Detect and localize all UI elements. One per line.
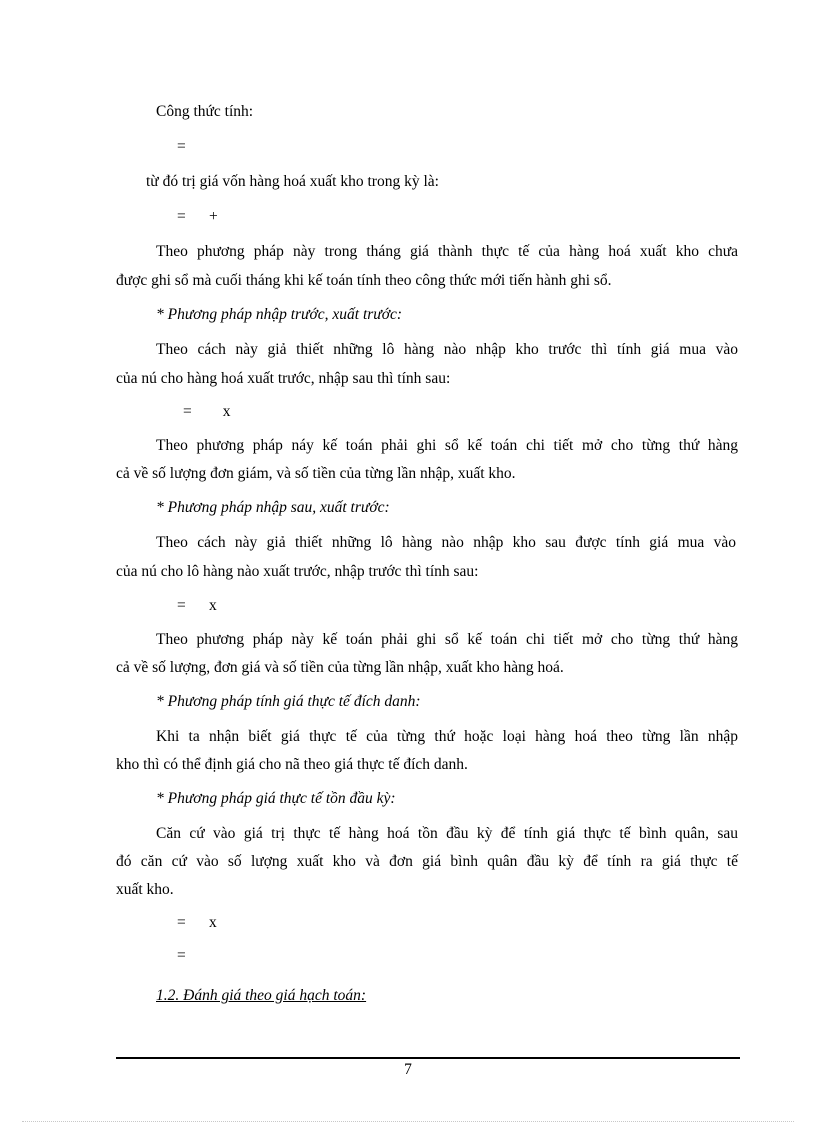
paragraph-line: Theo cách này giả thiết những lô hàng nào nhập kho sau được tính giá mua vào [156,534,736,551]
paragraph-line: Căn cứ vào giá trị thực tế hàng hoá tồn đầu kỳ để tính giá thực tế bình quân, sau [156,825,738,842]
formula-line: = + [177,208,218,225]
paragraph-line: của nú cho lô hàng nào xuất trước, nhập trước thì tính sau: [116,563,479,580]
paragraph-line: xuất kho. [116,881,174,898]
paragraph-line: Theo phương pháp náy kế toán phải ghi sổ kế toán chi tiết mở cho từng thứ hàng [156,437,738,454]
section-heading: * Phương pháp tính giá thực tế đích danh: [156,693,421,710]
formula-line: = x [177,914,217,931]
footer-rule [116,1057,740,1059]
formula-line: = [177,138,186,155]
section-heading: * Phương pháp nhập trước, xuất trước: [156,306,403,323]
formula-line: = x [177,597,217,614]
page-edge-divider [22,1121,794,1122]
paragraph-line: được ghi sổ mà cuối tháng khi kế toán tính theo công thức mới tiến hành ghi sổ. [116,272,612,289]
subsection-heading: 1.2. Đánh giá theo giá hạch toán: [156,987,367,1004]
paragraph-line: Theo phương pháp này kế toán phải ghi sổ kế toán chi tiết mở cho từng thứ hàng [156,631,738,648]
page-number: 7 [404,1061,412,1078]
paragraph-line: đó căn cứ vào số lượng xuất kho và đơn giá bình quân đầu kỳ để tính ra giá thực tế [116,853,738,870]
formula-line: = x [183,403,231,420]
section-heading: * Phương pháp giá thực tế tồn đầu kỳ: [156,790,396,807]
paragraph-line: Theo cách này giả thiết những lô hàng nào nhập kho trước thì tính giá mua vào [156,341,738,358]
text-line: từ đó trị giá vốn hàng hoá xuất kho trong kỳ là: [146,173,439,190]
paragraph-line: kho thì có thể định giá cho nã theo giá thực tế đích danh. [116,756,468,773]
paragraph-line: của nú cho hàng hoá xuất trước, nhập sau thì tính sau: [116,370,451,387]
paragraph-line: cả về số lượng đơn giám, và số tiền của từng lần nhập, xuất kho. [116,465,516,482]
formula-line: = [177,947,186,964]
paragraph-line: Khi ta nhận biết giá thực tế của từng thứ hoặc loại hàng hoá theo từng lần nhập [156,728,738,745]
text-line: Công thức tính: [156,103,254,120]
section-heading: * Phương pháp nhập sau, xuất trước: [156,499,390,516]
paragraph-line: Theo phương pháp này trong tháng giá thành thực tế của hàng hoá xuất kho chưa [156,243,738,260]
paragraph-line: cả về số lượng, đơn giá và số tiền của từng lần nhập, xuất kho hàng hoá. [116,659,564,676]
